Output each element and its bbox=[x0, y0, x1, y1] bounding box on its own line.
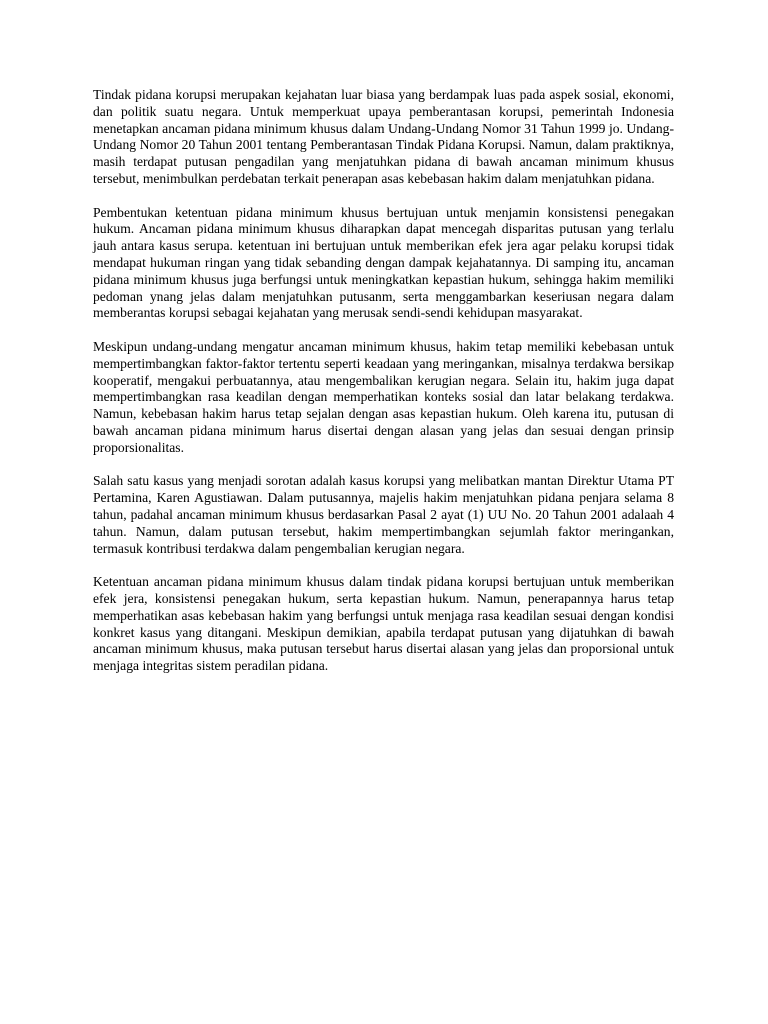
paragraph-judicial-discretion: Meskipun undang-undang mengatur ancaman minimum khusus, hakim tetap memiliki kebebasan untuk mempertimbangkan faktor-faktor tertentu seperti keadaan yang meringankan, misalnya terdakwa bersikap kooperatif, mengakui perbuatannya, atau mengembalikan kerugian negara. Selain itu, hakim juga dapat mempertimbangkan rasa keadilan dengan memperhatikan konteks sosial dan latar belakang terdakwa. Namun, kebebasan hakim harus tetap sejalan dengan asas kepastian hukum. Oleh karena itu, putusan di bawah ancaman pidana minimum harus disertai dengan alasan yang jelas dan sesuai dengan prinsip proporsionalitas. bbox=[93, 338, 674, 455]
paragraph-conclusion: Ketentuan ancaman pidana minimum khusus dalam tindak pidana korupsi bertujuan untuk memberikan efek jera, konsistensi penegakan hukum, serta kepastian hukum. Namun, penerapannya harus tetap memperhatikan asas kebebasan hakim yang berfungsi untuk menjaga rasa keadilan sesuai dengan kondisi konkret kasus yang ditangani. Meskipun demikian, apabila terdapat putusan yang dijatuhkan di bawah ancaman minimum khusus, maka putusan tersebut harus disertai alasan yang jelas dan proporsional untuk menjaga integritas sistem peradilan pidana. bbox=[93, 574, 674, 674]
document-page bbox=[93, 87, 674, 692]
paragraph-purpose-minimum-sentence: Pembentukan ketentuan pidana minimum khusus bertujuan untuk menjamin konsistensi penegakan hukum. Ancaman pidana minimum khusus diharapkan dapat mencegah disparitas putusan yang terlalu jauh antara kasus serupa. ketentuan ini bertujuan untuk memberikan efek jera agar pelaku korupsi tidak mendapat hukuman ringan yang tidak sebanding dengan dampak kejahatannya. Di samping itu, ancaman pidana minimum khusus juga berfungsi untuk meningkatkan kepastian hukum, sehingga hakim memiliki pedoman ynang jelas dalam menjatuhkan putusanm, serta menggambarkan keseriusan negara dalam memberantas korupsi sebagai kejahatan yang merusak sendi-sendi kehidupan masyarakat. bbox=[93, 204, 674, 321]
paragraph-case-example: Salah satu kasus yang menjadi sorotan adalah kasus korupsi yang melibatkan mantan Direktur Utama PT Pertamina, Karen Agustiawan. Dalam putusannya, majelis hakim menjatuhkan pidana penjara selama 8 tahun, padahal ancaman minimum khusus berdasarkan Pasal 2 ayat (1) UU No. 20 Tahun 2001 adalaah 4 tahun. Namun, dalam putusan tersebut, hakim mempertimbangkan sejumlah faktor meringankan, termasuk kontribusi terdakwa dalam pengembalian kerugian negara. bbox=[93, 473, 674, 556]
paragraph-introduction: Tindak pidana korupsi merupakan kejahatan luar biasa yang berdampak luas pada aspek sosial, ekonomi, dan politik suatu negara. Untuk memperkuat upaya pemberantasan korupsi, pemerintah Indonesia menetapkan ancaman pidana minimum khusus dalam Undang-Undang Nomor 31 Tahun 1999 jo. Undang-Undang Nomor 20 Tahun 2001 tentang Pemberantasan Tindak Pidana Korupsi. Namun, dalam praktiknya, masih terdapat putusan pengadilan yang menjatuhkan pidana di bawah ancaman minimum khusus tersebut, menimbulkan perdebatan terkait penerapan asas kebebasan hakim dalam menjatuhkan pidana. bbox=[93, 87, 674, 186]
